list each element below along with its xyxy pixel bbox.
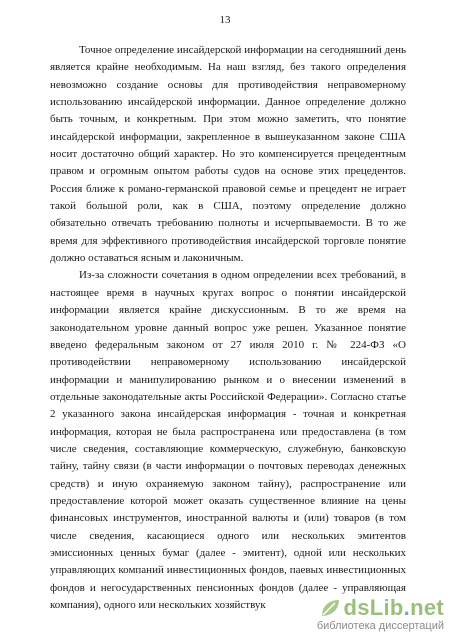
- logo-prefix: dsLib: [343, 595, 404, 620]
- dslib-logo: [317, 597, 444, 619]
- paragraph-1: Точное определение инсайдерской информации на сегодняшний день является крайне необходимым. На наш взгляд, без такого определения невозможно создание основы для противодействия неправомерному использованию инсайдерской информации. Данное определение должно быть точным, и конкретным. При этом можно заметить, что понятие инсайдерской информации, закрепленное в вышеуказанном законе США носит достаточно общий характер. Но это компенсируется прецедентным правом и огромным опытом работы судов на основе этих прецедентов. Россия ближе к романо-германской правовой семье и прецедент не играет такой большой роли, как в США, поэтому определение должно обязательно отвечать требованию полноты и исчерпываемости. В то же время для эффективного противодействия инсайдерской торговле понятие должно оставаться ясным и лаконичным.: [50, 44, 406, 265]
- logo-suffix: net: [410, 595, 444, 620]
- document-body: [50, 42, 406, 614]
- paragraph-2: Из-за сложности сочетания в одном определении всех требований, в настоящее время в научных кругах вопрос о понятии инсайдерской информации является крайне дискуссионным. В то же время на законодательном уровне данный вопрос уже решен. Указанное понятие введено федеральным законом от 27 июля 2010 г. № 224-ФЗ «О противодействии неправомерному использованию инсайдерской информации и манипулированию рынком и о внесении изменений в отдельные законодательные акты Российской Федерации». Согласно статье 2 указанного закона инсайдерская информация - точная и конкретная информация, которая не была распространена или предоставлена (в том числе сведения, составляющие коммерческую, служебную, банковскую тайну, тайну связи (в части информации о почтовых переводах денежных средств) и иную охраняемую законом тайну), распространение или предоставление которой может оказать существенное влияние на цены финансовых инструментов, иностранной валюты и (или) товаров (в том числе сведения, касающиеся одного или нескольких эмитентов эмиссионных ценных бумаг (далее - эмитент), одной или нескольких управляющих компаний инвестиционных фондов, паевых инвестиционных фондов и негосударственных пенсионных фондов (далее - управляющая компания), одного или нескольких хозяйствук: [50, 269, 406, 611]
- dslib-watermark[interactable]: [317, 597, 444, 633]
- page-number: 13: [219, 14, 231, 26]
- watermark-tagline: библиотека диссертаций: [316, 620, 444, 632]
- dslib-leaf-icon: [319, 597, 341, 619]
- logo-dot: .: [403, 595, 411, 620]
